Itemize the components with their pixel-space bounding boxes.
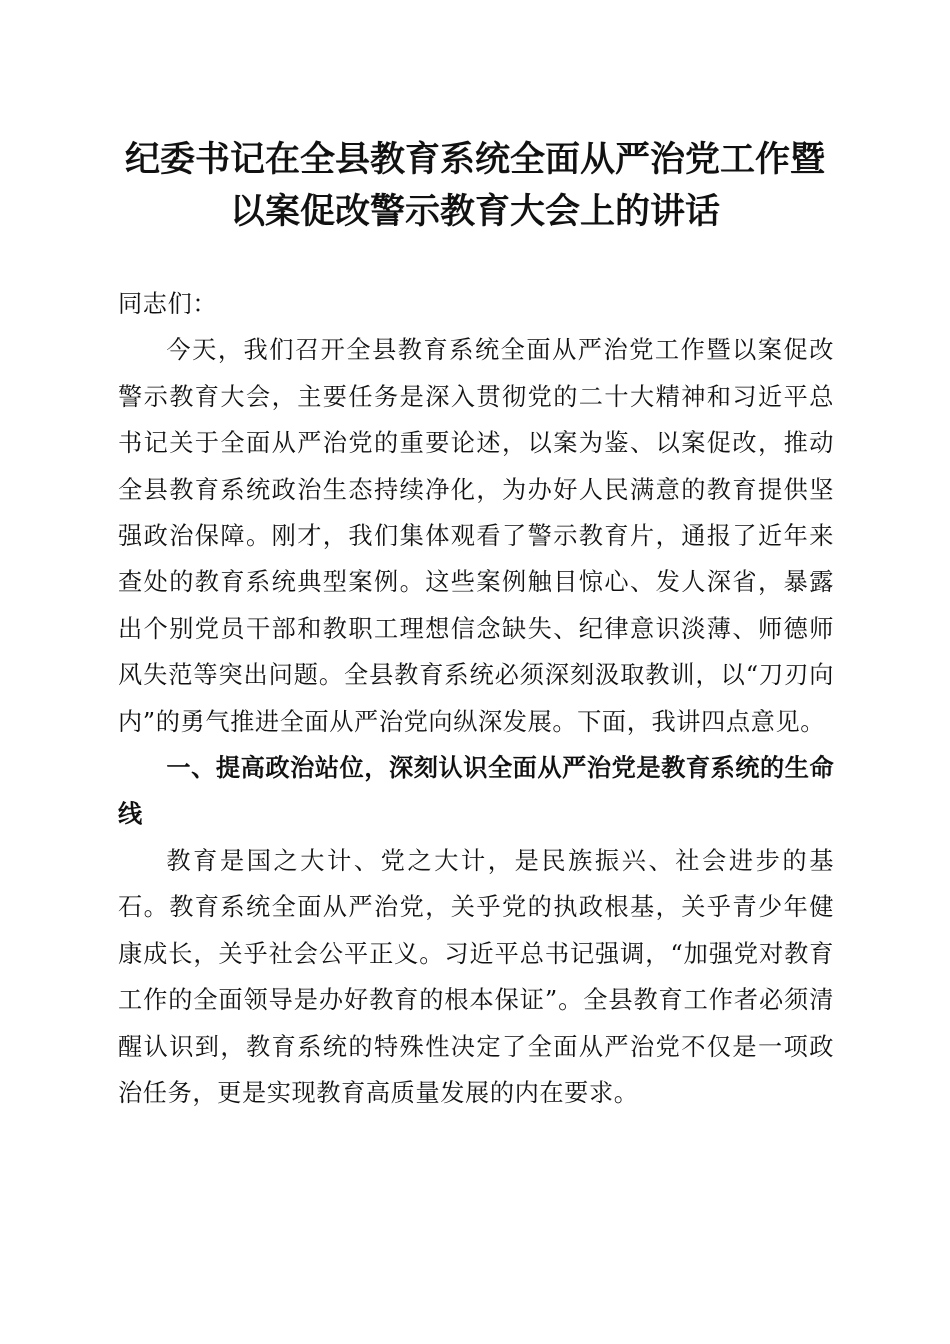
section-heading-1: 一、提高政治站位，深刻认识全面从严治党是教育系统的生命线 bbox=[118, 754, 834, 829]
paragraph-section-1: 教育是国之大计、党之大计，是民族振兴、社会进步的基石。教育系统全面从严治党，关乎党的执政根基，关乎青少年健康成长，关乎社会公平正义。习近平总书记强调，“加强党对教育工作的全面领导是办好教育的根本保证”。全县教育工作者必须清醒认识到，教育系统的特殊性决定了全面从严治党不仅是一项政治任务，更是实现教育高质量发展的内在要求。 bbox=[118, 846, 834, 1107]
title-line-2: 以案促改警示教育大会上的讲话 bbox=[229, 191, 720, 232]
paragraph-intro: 今天，我们召开全县教育系统全面从严治党工作暨以案促改警示教育大会，主要任务是深入贯彻党的二十大精神和习近平总书记关于全面从严治党的重要论述，以案为鉴、以案促改，推动全县教育系统政治生态持续净化，为办好人民满意的教育提供坚强政治保障。刚才，我们集体观看了警示教育片，通报了近年来查处的教育系统典型案例。这些案例触目惊心、发人深省，暴露出个别党员干部和教职工理想信念缺失、纪律意识淡薄、师德师风失范等突出问题。全县教育系统必须深刻汲取教训，以“刀刃向内”的勇气推进全面从严治党向纵深发展。下面，我讲四点意见。 bbox=[118, 336, 834, 736]
document-title bbox=[90, 134, 860, 238]
salutation: 同志们： bbox=[118, 290, 218, 318]
title-line-1: 纪委书记在全县教育系统全面从严治党工作暨 bbox=[124, 139, 825, 180]
document-body bbox=[118, 281, 834, 1116]
